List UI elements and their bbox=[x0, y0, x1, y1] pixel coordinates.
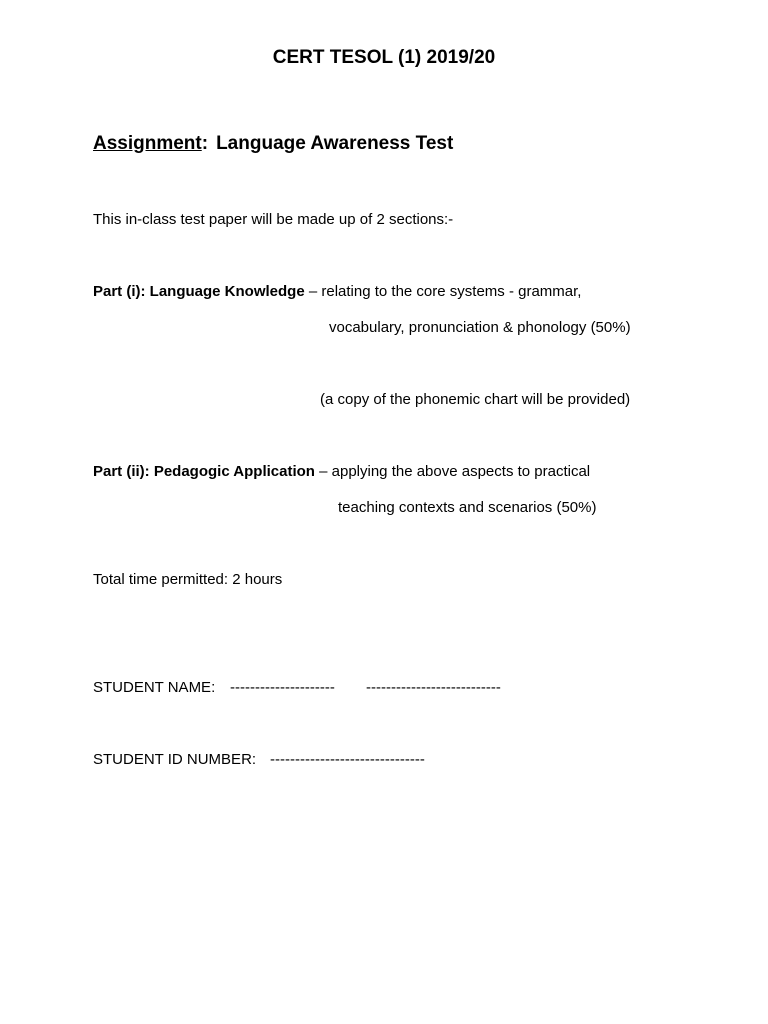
part2-line bbox=[93, 462, 590, 482]
part1-heading: Part (i): Language Knowledge bbox=[93, 283, 305, 300]
intro-text: This in-class test paper will be made up of 2 sections:- bbox=[93, 211, 454, 228]
document-title: CERT TESOL (1) 2019/20 bbox=[272, 47, 496, 68]
phonemic-chart-note: (a copy of the phonemic chart will be provided) bbox=[320, 391, 631, 408]
student-name-label: STUDENT NAME: bbox=[93, 679, 216, 696]
part1-line bbox=[93, 282, 581, 302]
assignment-heading bbox=[93, 132, 453, 156]
part1-text: – relating to the core systems - grammar, bbox=[304, 283, 582, 300]
student-name-blank-2: --------------------------- bbox=[366, 679, 501, 696]
student-id-blank: ------------------------------- bbox=[270, 751, 425, 768]
student-id-label: STUDENT ID NUMBER: bbox=[93, 751, 257, 768]
part2-heading: Part (ii): Pedagogic Application bbox=[93, 463, 315, 480]
part1-continuation: vocabulary, pronunciation & phonology (50%) bbox=[329, 319, 631, 336]
part2-text: – applying the above aspects to practical bbox=[314, 463, 591, 480]
assignment-name: Language Awareness Test bbox=[216, 133, 454, 154]
time-permitted: Total time permitted: 2 hours bbox=[93, 571, 283, 588]
part2-continuation: teaching contexts and scenarios (50%) bbox=[338, 499, 597, 516]
assignment-colon: : bbox=[201, 133, 209, 154]
student-name-blank-1: --------------------- bbox=[230, 679, 335, 696]
assignment-label: Assignment bbox=[93, 133, 202, 154]
